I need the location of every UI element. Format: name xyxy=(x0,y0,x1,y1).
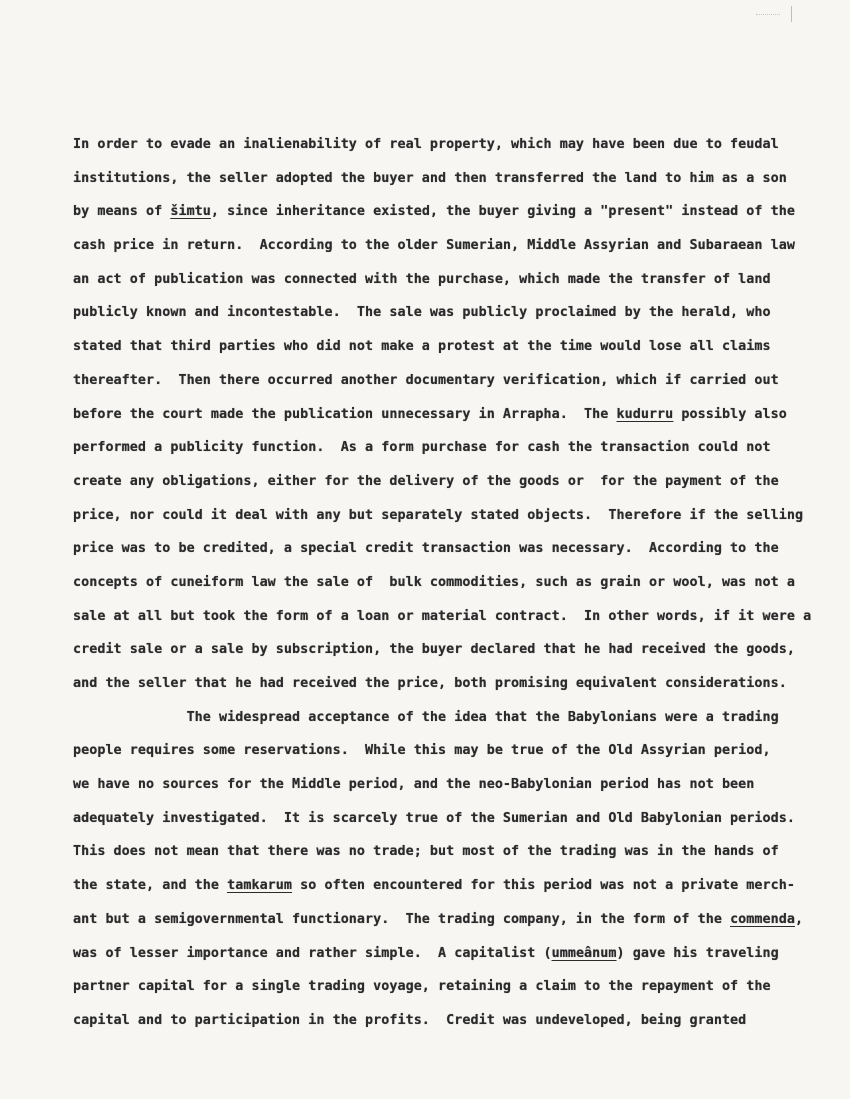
text-run: create any obligations, either for the delivery of the goods or for the payment of the xyxy=(73,473,779,489)
text-run: price was to be credited, a special credit transaction was necessary. According to the xyxy=(73,541,779,557)
paragraph1-line xyxy=(73,633,833,667)
text-run: partner capital for a single trading voyage, retaining a claim to the repayment of the xyxy=(73,979,771,995)
paragraph1-line xyxy=(73,296,833,330)
paragraph2-line xyxy=(73,903,833,937)
paragraph2-line xyxy=(73,734,833,768)
text-run: thereafter. Then there occurred another documentary verification, which if carried out xyxy=(73,372,779,388)
paragraph1-line xyxy=(73,162,833,196)
paragraph1-line xyxy=(73,499,833,533)
paragraph1-line xyxy=(73,229,833,263)
text-run: credit sale or a sale by subscription, the buyer declared that he had received the goods, xyxy=(73,642,795,658)
paragraph1-line xyxy=(73,431,833,465)
paragraph1-line xyxy=(73,398,833,432)
text-run: cash price in return. According to the older Sumerian, Middle Assyrian and Subaraean law xyxy=(73,238,795,254)
paragraph1-line xyxy=(73,600,833,634)
text-run: , since inheritance existed, the buyer giving a "present" instead of the xyxy=(210,204,795,220)
text-run: ) gave his traveling xyxy=(616,945,779,961)
text-run: performed a publicity function. As a form purchase for cash the transaction could not xyxy=(73,440,771,456)
paragraph2-line xyxy=(73,869,833,903)
text-run: we have no sources for the Middle period, and the neo-Babylonian period has not been xyxy=(73,777,755,793)
text-run: people requires some reservations. While this may be true of the Old Assyrian period, xyxy=(73,743,771,759)
text-run: publicly known and incontestable. The sale was publicly proclaimed by the herald, who xyxy=(73,305,771,321)
text-run: by means of xyxy=(73,204,171,220)
text-run: capital and to participation in the profits. Credit was undeveloped, being granted xyxy=(73,1012,747,1028)
paragraph2-line xyxy=(73,970,833,1004)
text-run: institutions, the seller adopted the buyer and then transferred the land to him as a son xyxy=(73,170,787,186)
underlined-term: tamkarum xyxy=(227,878,293,894)
underlined-term: šimtu xyxy=(170,204,211,220)
paragraph2-line xyxy=(73,768,833,802)
text-run: and the seller that he had received the price, both promising equivalent considerations. xyxy=(73,676,787,691)
paragraph2-line xyxy=(73,802,833,836)
text-run: the state, and the xyxy=(73,878,228,894)
text-run: before the court made the publication unnecessary in Arrapha. The xyxy=(73,406,617,422)
paragraph2-line xyxy=(73,1004,833,1038)
text-run: This does not mean that there was no trade; but most of the trading was in the hands of xyxy=(73,844,779,860)
paragraph2-line xyxy=(73,937,833,971)
text-run: The widespread acceptance of the idea that the Babylonians were a trading xyxy=(73,709,779,725)
paragraph1-line xyxy=(73,128,833,162)
text-run: sale at all but took the form of a loan or material contract. In other words, if it were a xyxy=(73,608,812,624)
paragraph1-line xyxy=(73,667,833,701)
text-run: stated that third parties who did not make a protest at the time would lose all claims xyxy=(73,339,771,355)
paragraph1-line xyxy=(73,532,833,566)
corner-scan-tick xyxy=(791,6,798,22)
text-run: so often encountered for this period was not a private merch- xyxy=(292,878,795,894)
paragraph1-line xyxy=(73,364,833,398)
underlined-term: kudurru xyxy=(616,406,674,422)
corner-scan-mark xyxy=(756,14,780,17)
paragraph1-line xyxy=(73,330,833,364)
paragraph1-line xyxy=(73,263,833,297)
text-run: was of lesser importance and rather simple. A capitalist ( xyxy=(73,945,552,961)
underlined-term: ummeânum xyxy=(551,945,617,961)
text-run: In order to evade an inalienability of real property, which may have been due to feudal xyxy=(73,137,779,152)
paragraph1-line xyxy=(73,566,833,600)
paragraph1-line xyxy=(73,465,833,499)
paragraph2-line xyxy=(73,835,833,869)
text-run: ant but a semigovernmental functionary. The trading company, in the form of the xyxy=(73,911,731,927)
text-run: concepts of cuneiform law the sale of bulk commodities, such as grain or wool, was not a xyxy=(73,574,795,590)
paragraph1-line xyxy=(73,195,833,229)
text-run: adequately investigated. It is scarcely true of the Sumerian and Old Babylonian periods. xyxy=(73,810,795,826)
underlined-term: commenda xyxy=(730,911,795,927)
paragraph2-line xyxy=(73,701,833,735)
typewritten-text xyxy=(73,128,833,1038)
text-run: , xyxy=(794,911,804,927)
text-run: an act of publication was connected with the purchase, which made the transfer of land xyxy=(73,271,771,287)
text-run: possibly also xyxy=(673,406,787,422)
text-run: price, nor could it deal with any but separately stated objects. Therefore if the selling xyxy=(73,507,804,523)
